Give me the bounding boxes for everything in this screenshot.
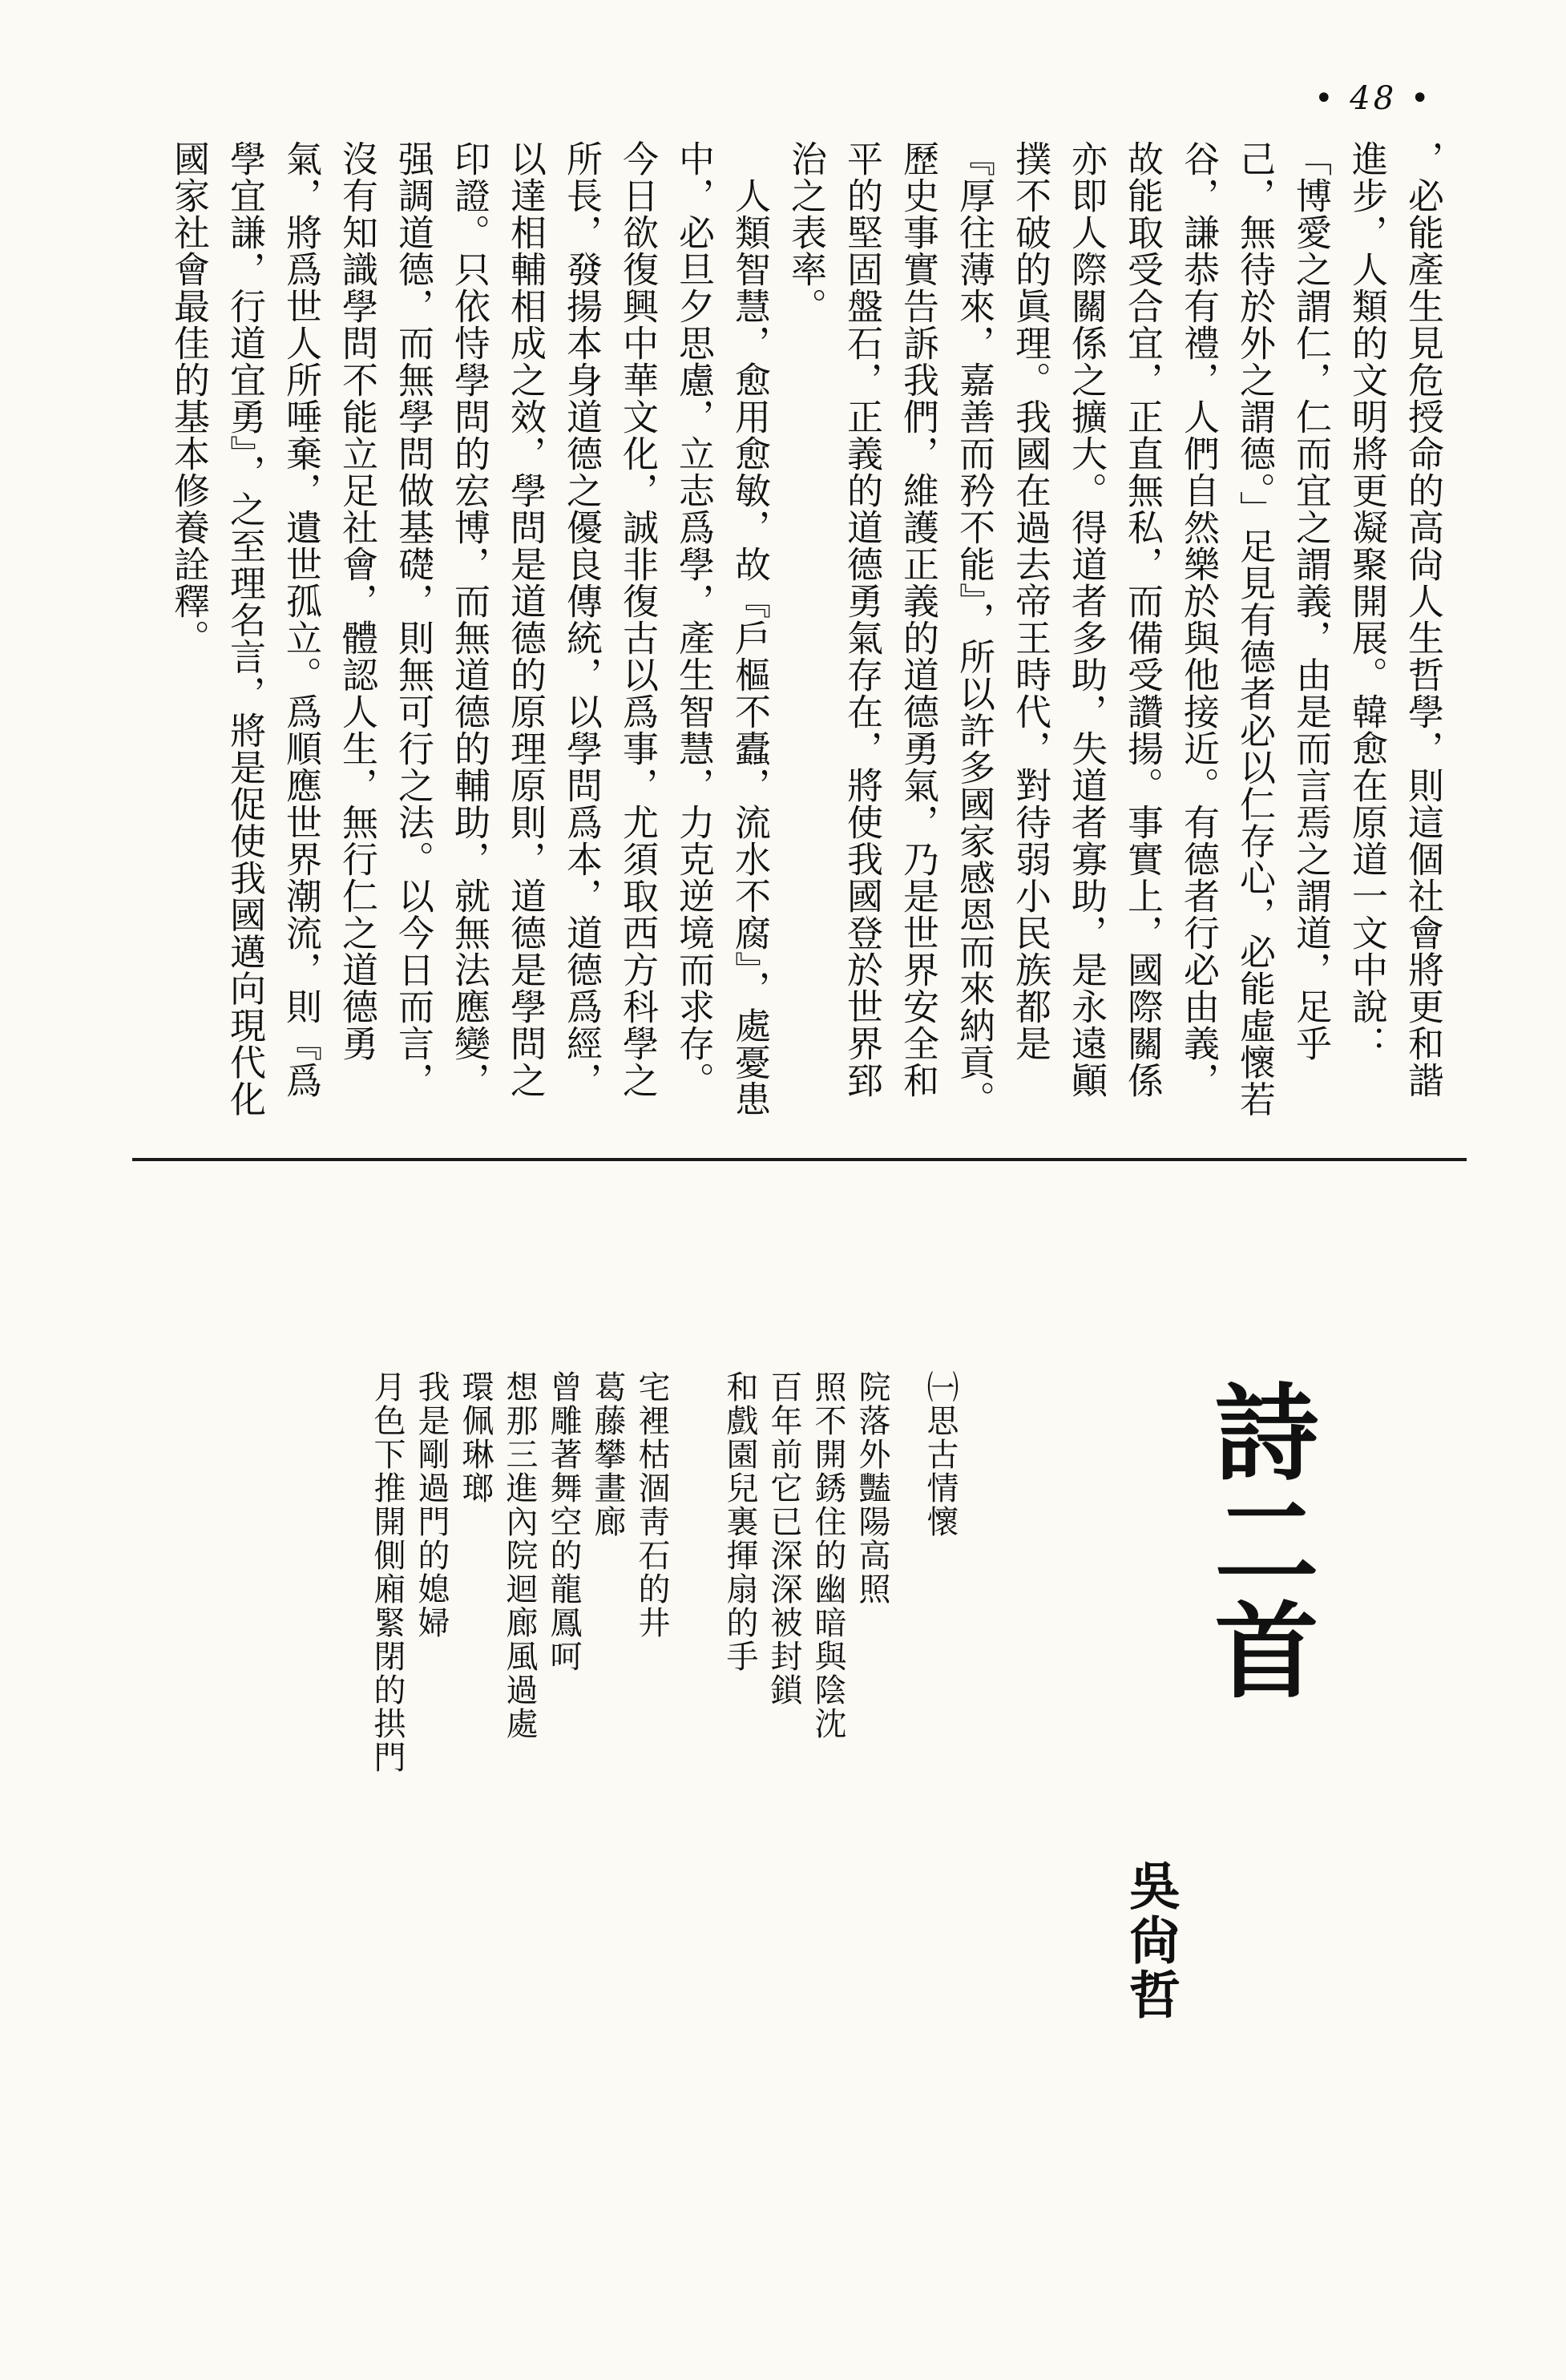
poem-line: 想那三進內院迴廊風過處 <box>501 1370 538 1741</box>
section-divider <box>132 1158 1467 1161</box>
poem-line: 宅裡枯涸靑石的井 <box>633 1370 670 1640</box>
poem-line: 環佩琳瑯 <box>457 1370 494 1505</box>
poem-line: 院落外豔陽高照 <box>854 1370 890 1606</box>
poem-line: 曾雕著舞空的龍鳳呵 <box>545 1370 582 1673</box>
essay-paragraph: ，必能產生見危授命的高尙人生哲學，則這個社會將更和諧進步，人類的文明將更凝聚開展。韓愈在原道一文中說：「博愛之謂仁，仁而宜之謂義，由是而言焉之謂道，足乎己，無待於外之謂德。」足見有德者必以仁存心，必能虛懷若谷，謙恭有禮，人們自然樂於與他接近。有德者行必由義，故能取受合宜，正直無私，而備受讚揚。事實上，國際關係亦即人際關係之擴大。得道者多助，失道者寡助，是永遠顚撲不破的眞理。我國在過去帝王時代，對待弱小民族都是『厚往薄來，嘉善而矜不能』，所以許多國家感恩而來納貢。歷史事實告訴我們，維護正義的道德勇氣，乃是世界安全和平的堅固盤石，正義的道德勇氣存在，將使我國登於世界郅治之表率。 <box>785 140 1444 1118</box>
poem-line: 照不開銹住的幽暗與陰沈 <box>809 1370 846 1741</box>
poem-line: 葛藤攀畫廊 <box>589 1370 626 1539</box>
poem-line: 月色下推開側廂緊閉的拱門 <box>369 1370 406 1774</box>
poem-body <box>240 1370 962 1851</box>
poem-line: 百年前它已深深被封鎖 <box>765 1370 802 1707</box>
essay-paragraph: 人類智慧，愈用愈敏，故『戶樞不蠹，流水不腐』，處憂患中，必旦夕思慮，立志爲學，產生智慧，力克逆境而求存。今日欲復興中華文化，誠非復古以爲事，尤須取西方科學之所長，發揚本身道德之優良傳統，以學問爲本，道德爲經，以達相輔相成之效，學問是道德的原理原則，道德是學問之印證。只依恃學問的宏博，而無道德的輔助，就無法應變，强調道德，而無學問做基礎，則無可行之法。以今日而言，沒有知識學問不能立足社會，體認人生，無行仁之道德勇氣，將爲世人所唾棄，遺世孤立。爲順應世界潮流，則『爲學宜謙，行道宜勇』，之至理名言，將是促使我國邁向現代化國家社會最佳的基本修養詮釋。 <box>167 140 771 1118</box>
page-number: • 48 • <box>1314 80 1433 117</box>
poem-line: 我是剛過門的媳婦 <box>413 1370 450 1640</box>
poem-title: 詩二首 <box>1197 1378 1320 1705</box>
poem-author: 吳尙哲 <box>1120 1859 1181 2023</box>
poem-heading: ㈠思古情懷 <box>922 1370 959 1539</box>
essay-body <box>128 140 1451 1134</box>
stanza-break <box>673 1370 717 1851</box>
poem-line: 和戲園兒裏揮扇的手 <box>721 1370 758 1673</box>
